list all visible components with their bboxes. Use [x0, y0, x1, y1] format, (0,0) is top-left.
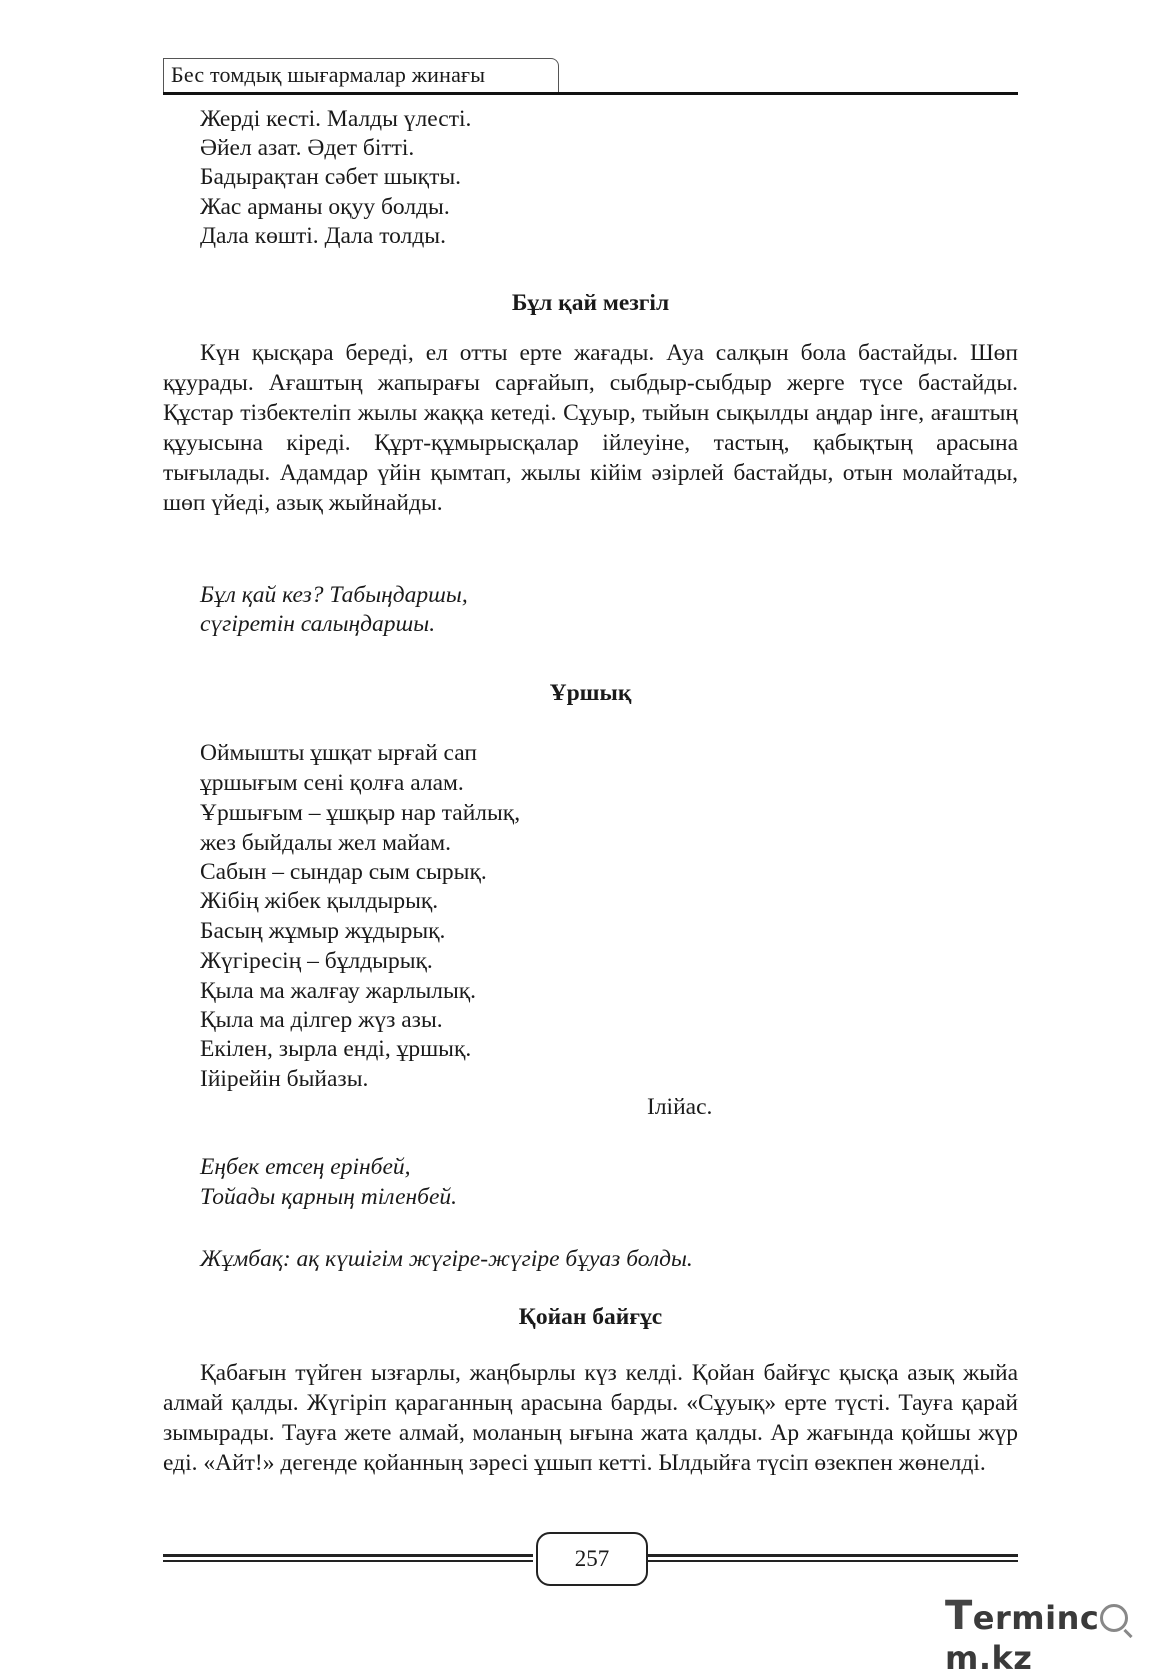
verse-line: Дала көшті. Дала толды.: [200, 223, 446, 249]
page-footer: [163, 1530, 1018, 1590]
proverb-line: Тойады қарның тіленбей.: [200, 1184, 458, 1210]
verse-line: Қыла ма ділгер жүз азы.: [200, 1007, 443, 1033]
verse-line: Әйел азат. Әдет бітті.: [200, 135, 415, 161]
verse-line: Оймышты ұшқат ырғай сап: [200, 740, 477, 766]
paragraph: Күн қысқара береді, ел отты ерте жағады. Ауа салқын бола бастайды. Шөп құурады. Ағаштың жапырағы сарғайып, сыбдыр-сыбдыр жерге түсе бастайды. Құстар тізбектеліп жылы жаққа кетеді. Сұуыр, тыйын сықылды аңдар інге, ағаштың құуысына кіреді. Құрт-құмырысқалар ійлеуіне, тастың, қабықтың арасына тығылады. Адамдар үйін қымтап, жылы кійім әзірлей бастайды, отын молайтады, шөп үйеді, азық жыйнайды.: [163, 340, 1018, 516]
footer-rule: [648, 1560, 1018, 1562]
page-number-frame: [536, 1532, 648, 1586]
proverb-line: Еңбек етсең ерінбей,: [200, 1154, 411, 1180]
verse-line: Екілен, зырла енді, ұршық.: [200, 1036, 472, 1062]
verse-line: Ұршығым – ұшқыр нар тайлық,: [200, 800, 521, 826]
section-heading: Бұл қай мезгіл: [511, 290, 670, 316]
verse-line: Жүгіресің – бұлдырық.: [200, 948, 433, 974]
watermark-text: m.kz: [945, 1639, 1033, 1677]
section-heading: Қойан байғұс: [518, 1304, 663, 1330]
verse-line: ұршығым сені қолға алам.: [200, 770, 464, 796]
footer-rule: [163, 1560, 533, 1562]
running-header: [163, 58, 1018, 94]
riddle-line: сүгіретін салыңдаршы.: [200, 611, 436, 637]
watermark-text: erminc: [972, 1599, 1100, 1637]
section-heading: Ұршық: [549, 680, 632, 706]
verse-line: Сабын – сындар сым сырық.: [200, 859, 487, 885]
verse-line: жез быйдалы жел майам.: [200, 830, 451, 856]
verse-line: Қыла ма жалғау жарлылық.: [200, 978, 477, 1004]
verse-line: Жас арманы оқуу болды.: [200, 194, 450, 220]
site-watermark: [945, 1593, 1145, 1677]
watermark-text: T: [945, 1593, 973, 1639]
riddle-line: Бұл қай кез? Табыңдаршы,: [200, 582, 468, 608]
footer-rule: [648, 1554, 1018, 1557]
verse-line: Ійірейін быйазы.: [200, 1066, 369, 1092]
header-title: Бес томдық шығармалар жинағы: [171, 62, 486, 87]
magnifier-icon: [1100, 1604, 1128, 1632]
author-signature: Ілійас.: [647, 1094, 713, 1120]
verse-line: Жерді кесті. Малды үлесті.: [200, 106, 472, 132]
verse-line: Жібің жібек қылдырық.: [200, 888, 439, 914]
riddle-line: Жұмбақ: ақ күшігім жүгіре-жүгіре бұуаз болды.: [200, 1246, 693, 1272]
page-number: 257: [574, 1546, 610, 1571]
header-rule: [163, 92, 1018, 95]
paragraph: Қабағын түйген ызғарлы, жаңбырлы күз келді. Қойан байғұс қысқа азық жыйа алмай қалды. Жүгіріп қараганның арасына барды. «Сұуық» ерте түсті. Тауға қарай зымырады. Тауға жете алмай, моланың ығына жата қалды. Ар жағында қойшы жүр еді. «Айт!» дегенде қойанның зәресі ұшып кетті. Ылдыйға түсіп өзекпен жөнелді.: [163, 1360, 1018, 1476]
verse-line: Бадырақтан сәбет шықты.: [200, 164, 462, 190]
footer-rule: [163, 1554, 533, 1557]
verse-line: Басың жұмыр жұдырық.: [200, 918, 446, 944]
